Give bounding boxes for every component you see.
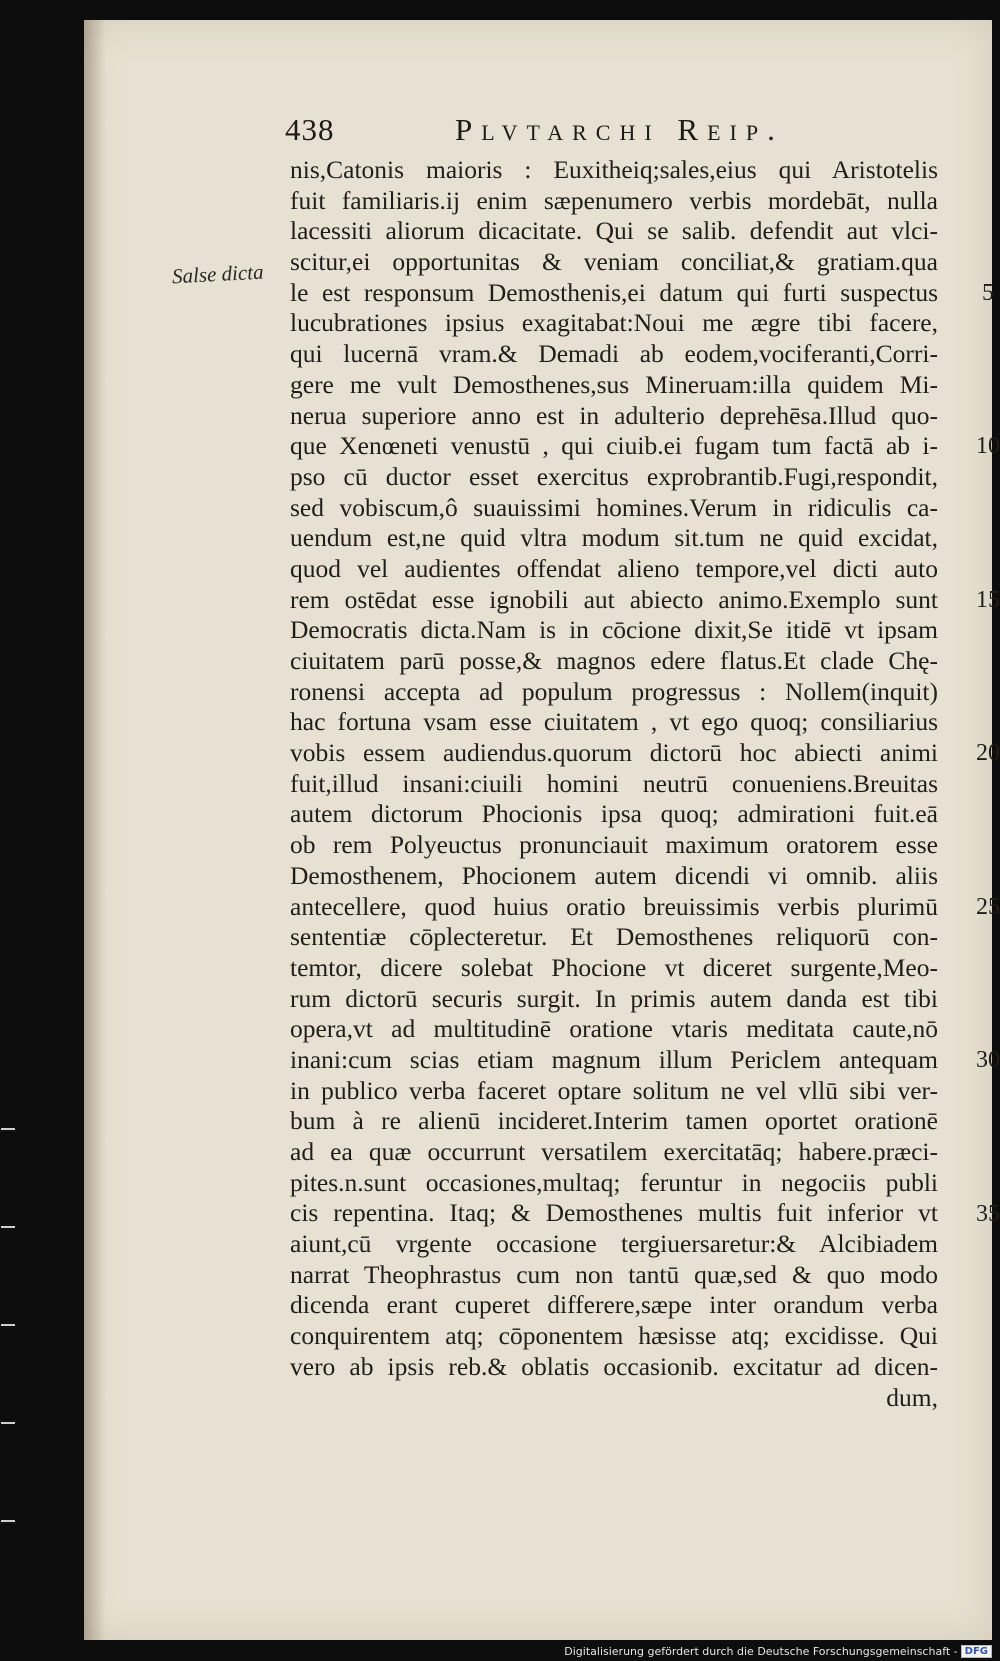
text-line: ob rem Polyeuctus pronunciauit maximum oratorem esse [290,830,938,860]
line-number: 30 [976,1047,1000,1074]
line-number: 20 [976,740,1000,767]
text-line: gere me vult Demosthenes,sus Mineruam:illa quidem Mi- [290,369,938,399]
dfg-logo-icon: DFG [961,1645,992,1658]
text-line: nis,Catonis maioris : Euxitheiq;sales,eius qui Aristotelis [290,155,938,184]
running-title: Plvtarchi Reip. [455,112,784,147]
text-line: qui lucernā vram.& Demadi ab eodem,vociferanti,Corri- [290,339,938,369]
footer-text: Digitalisierung gefördert durch die Deutsche Forschungsgemeinschaft - [564,1645,958,1658]
text-line: rum dictorū securis surgit. In primis autem danda est tibi [290,983,938,1013]
line-number: 25 [976,893,1000,920]
text-line: inani:cum scias etiam magnum illum Periclem antequam [290,1044,938,1074]
text-line: vero ab ipsis reb.& oblatis occasionib. excitatur ad dicen- [290,1351,938,1381]
text-line: ad ea quæ occurrunt versatilem exercitatāq; habere.præci- [290,1137,938,1166]
margin-note: Salse dicta [171,259,265,289]
text-line: conquirentem atq; cōponentem hæsisse atq; excidisse. Qui [290,1321,938,1351]
text-line: sed vobiscum,ô suauissimi homines.Verum in ridiculis ca- [290,492,938,522]
text-line: le est responsum Demosthenis,ei datum qui furti suspectus [290,277,938,307]
line-number: 10 [976,433,1000,460]
text-line: dum, [886,1382,938,1412]
text-line: cis repentina. Itaq; & Demosthenes multis fuit inferior vt [290,1198,938,1228]
text-line: quod vel audientes offendat alieno tempore,vel dicti auto [290,553,938,583]
text-block [290,155,938,1413]
text-line: Demosthenem, Phocionem autem dicendi vi omnib. aliis [290,860,938,890]
scan-tick [1,1520,15,1522]
text-line: dicenda erant cuperet differere,sæpe inter orandum verba [290,1290,938,1320]
text-line: in publico verba faceret optare solitum ne vel vllū sibi ver- [290,1075,938,1105]
text-line: uendum est,ne quid vltra modum sit.tum ne quid excidat, [290,523,938,553]
text-line: fuit,illud insani:ciuili homini neutrū conueniens.Breuitas [290,768,938,798]
text-line: temtor, dicere solebat Phocione vt diceret surgente,Meo- [290,952,938,982]
text-line: Democratis dicta.Nam is in cōcione dixit,Se itidē vt ipsam [290,615,938,645]
text-line: aiunt,cū vrgente occasione tergiuersaretur:& Alcibiadem [290,1229,938,1259]
scan-tick [1,1324,15,1326]
text-line: lacessiti aliorum dicacitate. Qui se salib. defendit aut vlci- [290,216,938,246]
text-line: ronensi accepta ad populum progressus : Nollem(inquit) [290,676,938,706]
text-line: autem dictorum Phocionis ipsa quoq; admirationi fuit.eā [290,799,938,829]
text-line: fuit familiaris.ij enim sæpenumero verbis mordebāt, nulla [290,185,938,215]
text-line: pso cū ductor esset exercitus exprobrantib.Fugi,respondit, [290,461,938,491]
line-number: 5 [982,279,994,306]
line-number: 35 [976,1200,1000,1227]
digitization-footer [564,1645,992,1658]
line-number: 15 [976,586,1000,613]
text-line: hac fortuna vsam esse ciuitatem , vt ego quoq; consiliarius [290,707,938,737]
scan-tick [1,1128,15,1130]
text-line: pites.n.sunt occasiones,multaq; feruntur in negociis publi [290,1167,938,1197]
text-line: scitur,ei opportunitas & veniam conciliat,& gratiam.qua [290,247,938,277]
text-line: sententiæ cōplecteretur. Et Demosthenes reliquorū con- [290,922,938,952]
page-number: 438 [285,112,335,147]
text-line: ciuitatem parū posse,& magnos edere flatus.Et clade Chę- [290,646,938,675]
text-line: que Xenœneti venustū , qui ciuib.ei fugam tum factā ab i- [290,431,938,461]
text-line: antecellere, quod huius oratio breuissimis verbis plurimū [290,891,938,921]
text-line: opera,vt ad multitudinē oratione vtaris meditata caute,nō [290,1014,938,1044]
text-line: lucubrationes ipsius exagitabat:Noui me ægre tibi facere, [290,308,938,338]
text-line: vobis essem audiendus.quorum dictorū hoc abiecti animi [290,738,938,768]
text-line: rem ostēdat esse ignobili aut abiecto animo.Exemplo sunt [290,584,938,614]
text-line: nerua superiore anno est in adulterio deprehēsa.Illud quo- [290,400,938,430]
text-line: bum à re alienū incideret.Interim tamen oportet orationē [290,1106,938,1136]
book-page [84,20,1000,1640]
scan-tick [1,1422,15,1424]
text-line: narrat Theophrastus cum non tantū quæ,sed & quo modo [290,1259,938,1289]
scan-tick [1,1226,15,1228]
